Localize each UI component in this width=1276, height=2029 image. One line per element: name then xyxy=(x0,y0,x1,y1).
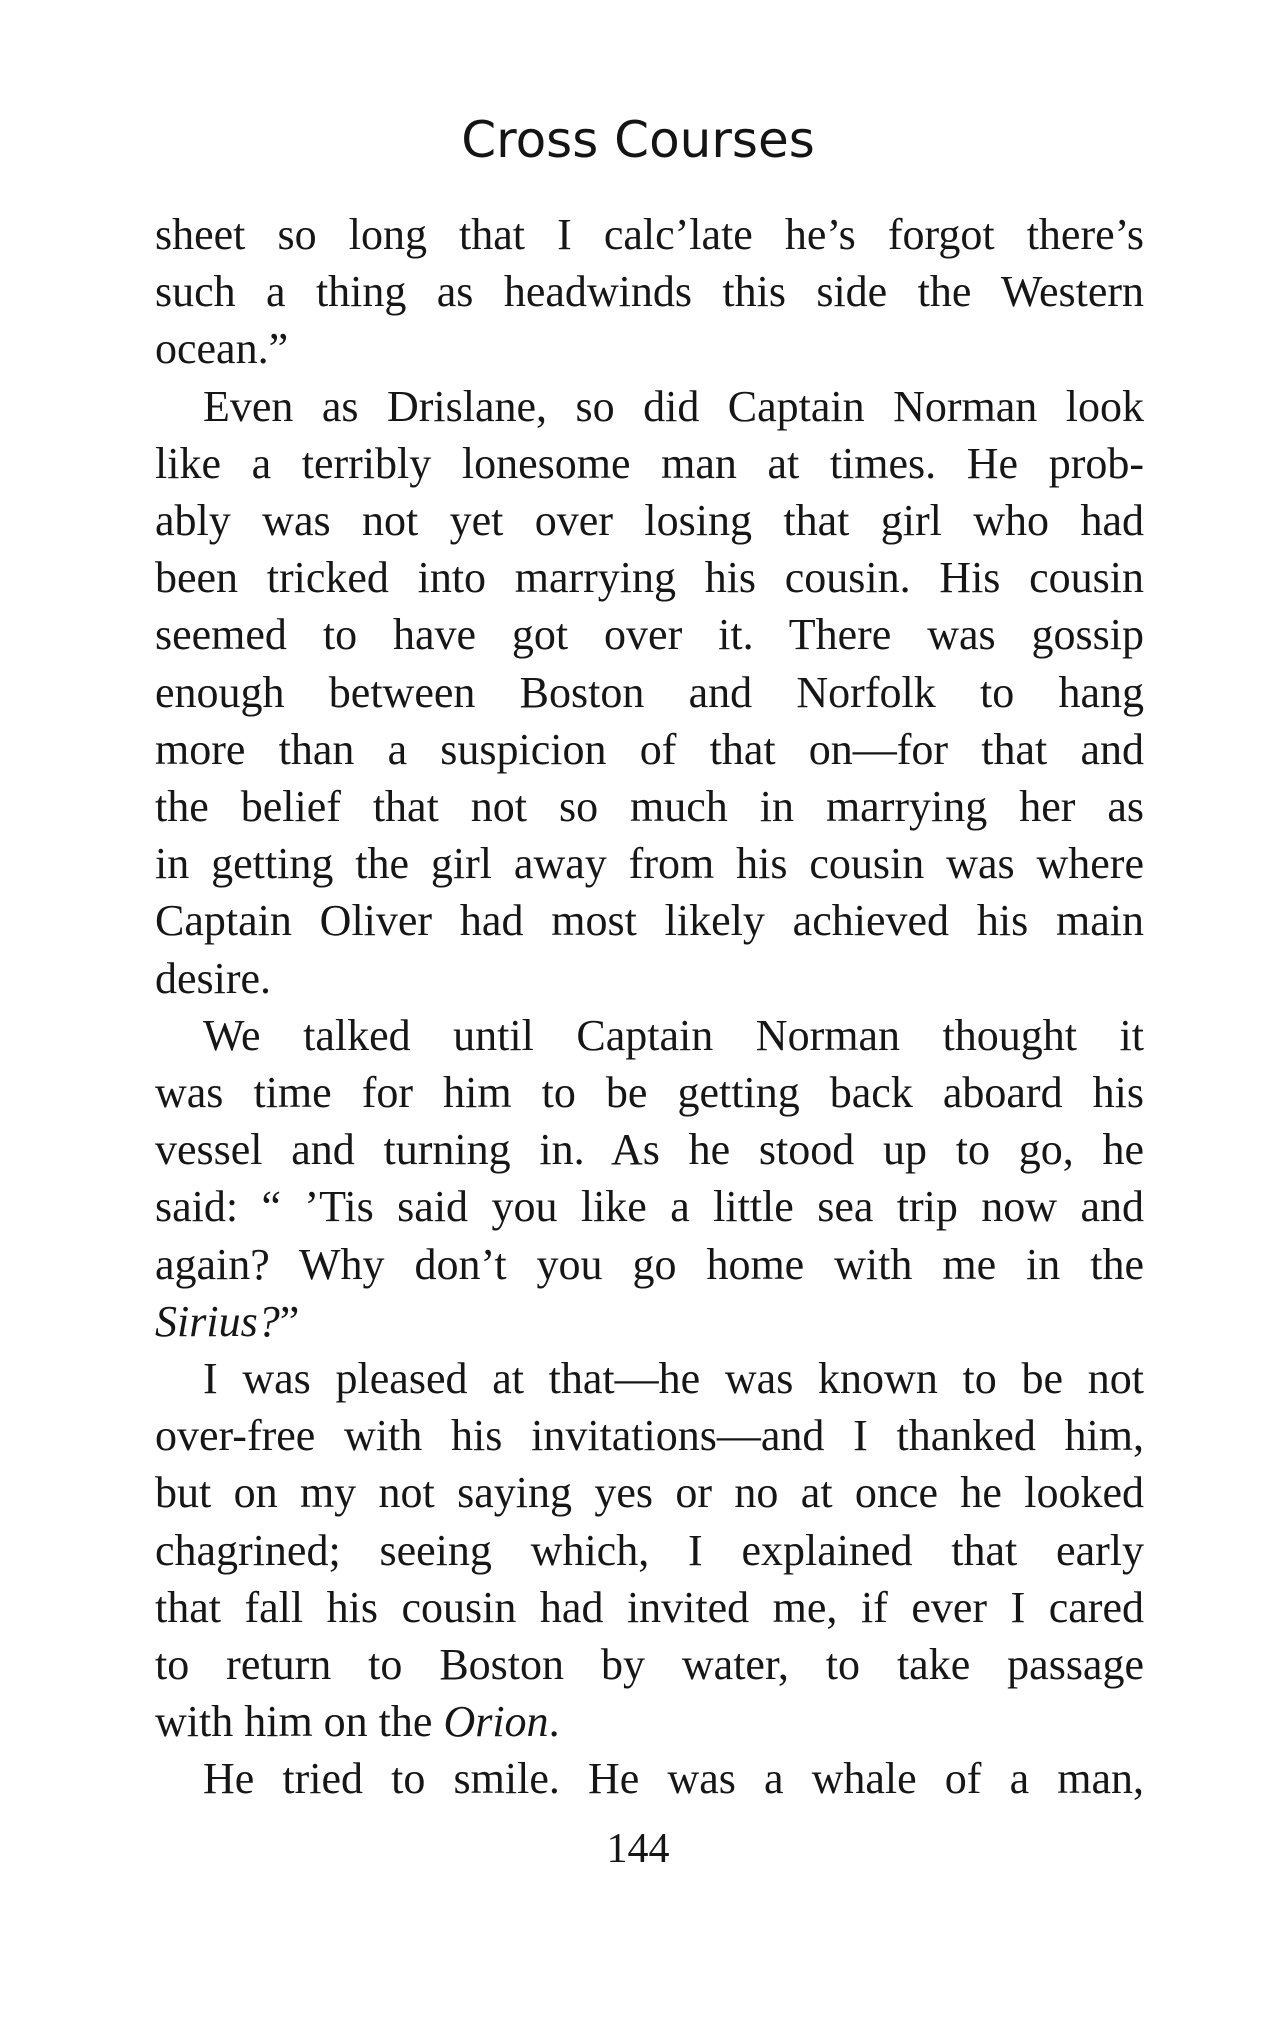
text-line: such a thing as headwinds this side the Western xyxy=(155,267,1144,317)
text-line xyxy=(155,1293,1144,1350)
text-line: We talked until Captain Norman thought it xyxy=(203,1010,1144,1060)
text-line: been tricked into marrying his cousin. His cousin xyxy=(155,553,1144,603)
text-line: to return to Boston by water, to take passage xyxy=(155,1640,1144,1690)
paragraph-3 xyxy=(155,1007,1144,1350)
text-line: was time for him to be getting back aboard his xyxy=(155,1068,1144,1118)
text-line: sheet so long that I calc’late he’s forgot there’s xyxy=(155,210,1144,259)
text-line: I was pleased at that—he was known to be not xyxy=(203,1354,1144,1404)
text-line: seemed to have got over it. There was gossip xyxy=(155,610,1144,660)
text-line: more than a suspicion of that on—for that and xyxy=(155,724,1144,774)
text-line: vessel and turning in. As he stood up to go, he xyxy=(155,1125,1144,1175)
closing-quote: ” xyxy=(279,1296,300,1346)
text-line: chagrined; seeing which, I explained that early xyxy=(155,1525,1144,1575)
running-head: Cross Courses xyxy=(461,111,815,169)
line-lead: with him on the xyxy=(155,1697,444,1747)
text-line: Even as Drislane, so did Captain Norman look xyxy=(203,381,1144,431)
text-line xyxy=(155,1693,1144,1750)
text-line: ably was not yet over losing that girl who had xyxy=(155,496,1144,546)
paragraph-5 xyxy=(155,1750,1144,1807)
text-line: desire. xyxy=(155,953,272,1003)
text-line: He tried to smile. He was a whale of a man, xyxy=(203,1754,1144,1804)
text-line: enough between Boston and Norfolk to hang xyxy=(155,667,1144,717)
text-line: over-free with his invitations—and I thanked him, xyxy=(155,1411,1144,1461)
text-line: the belief that not so much in marrying her as xyxy=(155,782,1144,832)
text-line: Captain Oliver had most likely achieved his main xyxy=(155,896,1144,946)
body-text xyxy=(155,206,1144,1808)
text-line: ocean.” xyxy=(155,324,289,374)
text-line: in getting the girl away from his cousin was where xyxy=(155,839,1144,889)
ship-name-italic: Sirius? xyxy=(155,1296,280,1346)
page-number: 144 xyxy=(606,1826,670,1872)
paragraph-1 xyxy=(155,206,1144,378)
text-line: again? Why don’t you go home with me in the xyxy=(155,1239,1144,1289)
ship-name-italic: Orion xyxy=(443,1697,549,1747)
paragraph-4 xyxy=(155,1350,1144,1750)
period: . xyxy=(548,1697,560,1747)
text-line: that fall his cousin had invited me, if ever I cared xyxy=(155,1582,1144,1632)
text-line: like a terribly lonesome man at times. He prob- xyxy=(155,438,1144,488)
text-line: but on my not saying yes or no at once he looked xyxy=(155,1468,1144,1518)
paragraph-2 xyxy=(155,378,1144,1007)
text-line: said: “ ’Tis said you like a little sea trip now and xyxy=(155,1182,1144,1232)
